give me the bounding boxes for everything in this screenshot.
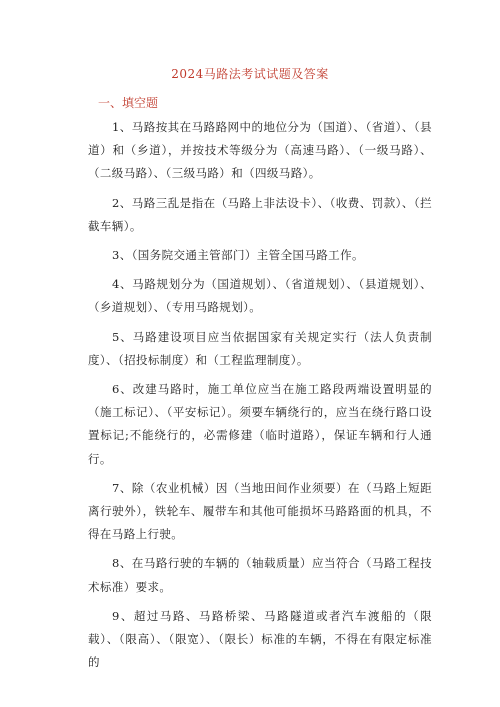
section-heading: 一、填空题 (98, 96, 159, 110)
question-7: 7、除（农业机械）因（当地田间作业须要）在（马路上短距离行驶外），铁轮车、履带车和其他可能损坏马路路面的机具，不得在马路上行驶。 (88, 480, 432, 542)
question-6: 6、改建马路时，施工单位应当在施工路段两端设置明显的（施工标记）、（平安标记）。须要车辆绕行的，应当在绕行路口设置标记;不能绕行的，必需修建（临时道路），保证车辆和行人通行。 (88, 382, 432, 466)
question-2: 2、马路三乱是指在（马路上非法设卡）、（收费、罚款）、（拦截车辆）。 (88, 195, 432, 233)
document-title: 2024马路法考试试题及答案 (171, 67, 329, 81)
question-4: 4、马路规划分为（国道规划）、（省道规划）、（县道规划）、（乡道规划）、（专用马路规划）。 (88, 277, 432, 315)
question-8: 8、在马路行驶的车辆的（轴载质量）应当符合（马路工程技术标准）要求。 (88, 556, 432, 594)
question-3: 3、（国务院交通主管部门）主管全国马路工作。 (112, 248, 364, 263)
question-5: 5、马路建设项目应当依据国家有关规定实行（法人负责制度）、（招投标制度）和（工程监理制度）。 (88, 329, 432, 367)
question-9: 9、超过马路、马路桥梁、马路隧道或者汽车渡船的（限载）、（限高）、（限宽）、（限长）标准的车辆，不得在有限定标准的 (88, 608, 432, 670)
question-list (88, 116, 432, 680)
question-1: 1、马路按其在马路路网中的地位分为（国道）、（省道）、（县道）和（乡道），并按技术等级分为（高速马路）、（一级马路）、（二级马路）、（三级马路）和（四级马路）。 (88, 120, 432, 181)
